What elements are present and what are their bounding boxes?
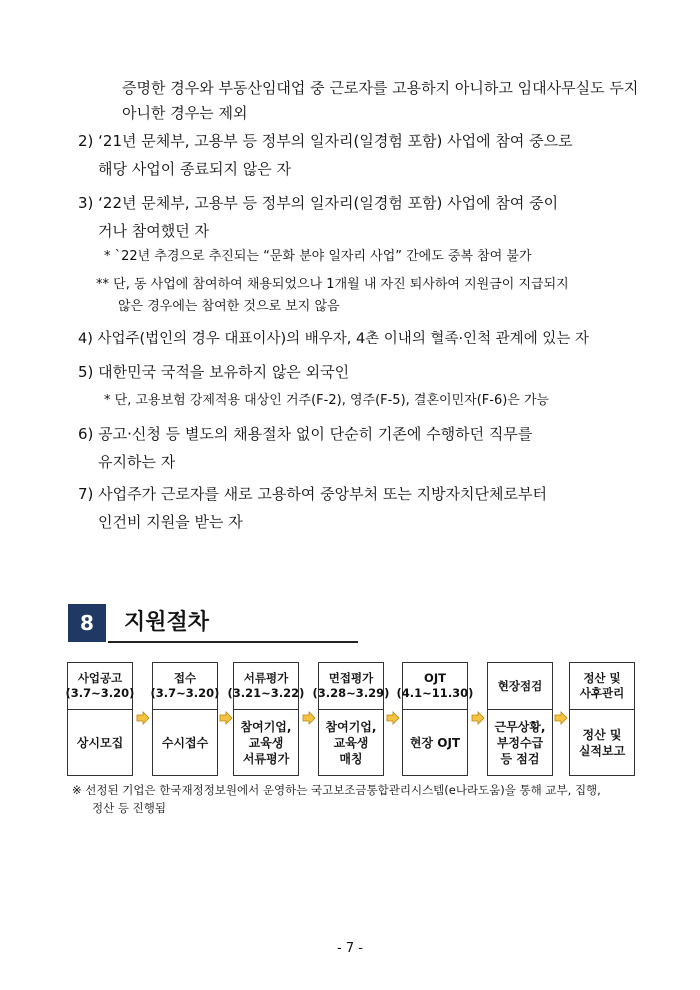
section-number: 8 [68,604,106,642]
process-step-body-line: 근무상황, [494,720,546,734]
item-7-line-1: 7) 사업주가 근로자를 새로 고용하여 중앙부처 또는 지방자치단체로부터 [78,485,547,503]
item-3-note-a: * `22년 추경으로 추진되는 “문화 분야 일자리 사업” 간에도 중복 참여 불가 [104,249,532,264]
process-step-title [227,663,305,710]
process-step-body-line: 부정수급 [496,736,544,750]
process-step [396,662,474,776]
process-step-body [403,710,467,776]
process-step-body-line: 실적보고 [578,744,626,758]
item-6-line-1: 6) 공고·신청 등 별도의 채용절차 없이 단순히 기존에 수행하던 직무를 [78,425,533,443]
intro-line-2: 아니한 경우는 제외 [122,104,248,122]
page-number: - 7 - [337,941,363,956]
footnote-line-1: ※ 선정된 기업은 한국재정정보원에서 운영하는 국고보조금통합관리시스템(e나라도움)을 통해 교부, 집행, [72,783,601,797]
process-step-title-line: (3.7~3.20) [65,686,135,700]
process-step [487,662,553,776]
arrow-right-icon [219,711,233,725]
process-step [227,662,305,776]
arrow-right-icon [554,711,568,725]
item-2-line-2: 해당 사업이 종료되지 않은 자 [98,160,291,178]
item-7-line-2: 인건비 지원을 받는 자 [98,513,243,531]
process-step-body [570,710,634,776]
process-step-title-line: 면접평가 [328,671,374,685]
process-step-title [312,663,390,710]
process-step-body-line: 현장 OJT [409,736,461,750]
process-step-body [319,710,383,776]
section-underline [108,641,358,643]
item-3-line-1: 3) ‘22년 문체부, 고용부 등 정부의 일자리(일경험 포함) 사업에 참여 중이 [78,194,559,212]
process-step-title-line: 현장점검 [497,678,543,693]
section-title: 지원절차 [124,610,210,635]
process-step [152,662,218,776]
arrow-right-icon [386,711,400,725]
process-step-title [570,663,634,710]
process-step-body [68,710,132,776]
process-step-body-line: 등 점검 [500,752,540,766]
process-step-title-line: 사후관리 [579,686,625,700]
arrow-right-icon [136,711,150,725]
process-step-title [65,663,135,710]
process-step-title-line: (3.7~3.20) [150,686,220,700]
process-step-body-line: 수시접수 [161,736,209,750]
item-3-note-b-line-1: ** 단, 동 사업에 참여하여 채용되었으나 1개월 내 자진 퇴사하여 지원금이 지급되지 [96,277,569,292]
process-step-body-line: 서류평가 [242,752,290,766]
process-step-body-line: 참여기업, [325,720,377,734]
item-4: 4) 사업주(법인의 경우 대표이사)의 배우자, 4촌 이내의 혈족·인척 관계에 있는 자 [78,331,589,347]
section-heading [68,604,358,644]
process-step-title-line: 정산 및 [583,671,621,685]
process-step-body-line: 교육생 [333,736,369,750]
intro-line-1: 증명한 경우와 부동산임대업 중 근로자를 고용하지 아니하고 임대사무실도 두지 [122,79,639,97]
item-5: 5) 대한민국 국적을 보유하지 않은 외국인 [78,363,350,381]
process-step-body-line: 매칭 [339,752,363,766]
process-step-title-line: 접수 [173,671,197,685]
process-step-title-line: (3.28~3.29) [312,686,390,700]
arrow-right-icon [471,711,485,725]
process-step-body-line: 교육생 [248,736,284,750]
process-step-body-line: 참여기업, [240,720,292,734]
item-2-line-1: 2) ‘21년 문체부, 고용부 등 정부의 일자리(일경험 포함) 사업에 참여 중으로 [78,132,573,150]
process-step-title-line: OJT [424,671,446,685]
process-step-title-line: 사업공고 [77,671,123,685]
arrow-right-icon [302,711,316,725]
footnote-line-2: 정산 등 진행됨 [92,801,166,815]
item-3-line-2: 거나 참여했던 자 [98,222,209,240]
item-6-line-2: 유지하는 자 [98,453,176,471]
process-step-title [396,663,474,710]
process-step [569,662,635,776]
item-3-note-b-line-2: 않은 경우에는 참여한 것으로 보지 않음 [118,299,340,314]
process-step-title-line: (3.21~3.22) [227,686,305,700]
item-5-note: * 단, 고용보험 강제적용 대상인 거주(F-2), 영주(F-5), 결혼이민자(F-6)은 가능 [104,393,550,408]
process-step-body-line: 정산 및 [582,728,622,742]
process-step-title-line: 서류평가 [243,671,289,685]
process-step-body [153,710,217,776]
process-step-body [234,710,298,776]
process-step-title [488,663,552,710]
process-step-title [150,663,220,710]
process-step [67,662,133,776]
process-step [312,662,390,776]
process-step-title-line: (4.1~11.30) [396,686,474,700]
process-step-body [488,710,552,776]
process-step-body-line: 상시모집 [76,736,124,750]
